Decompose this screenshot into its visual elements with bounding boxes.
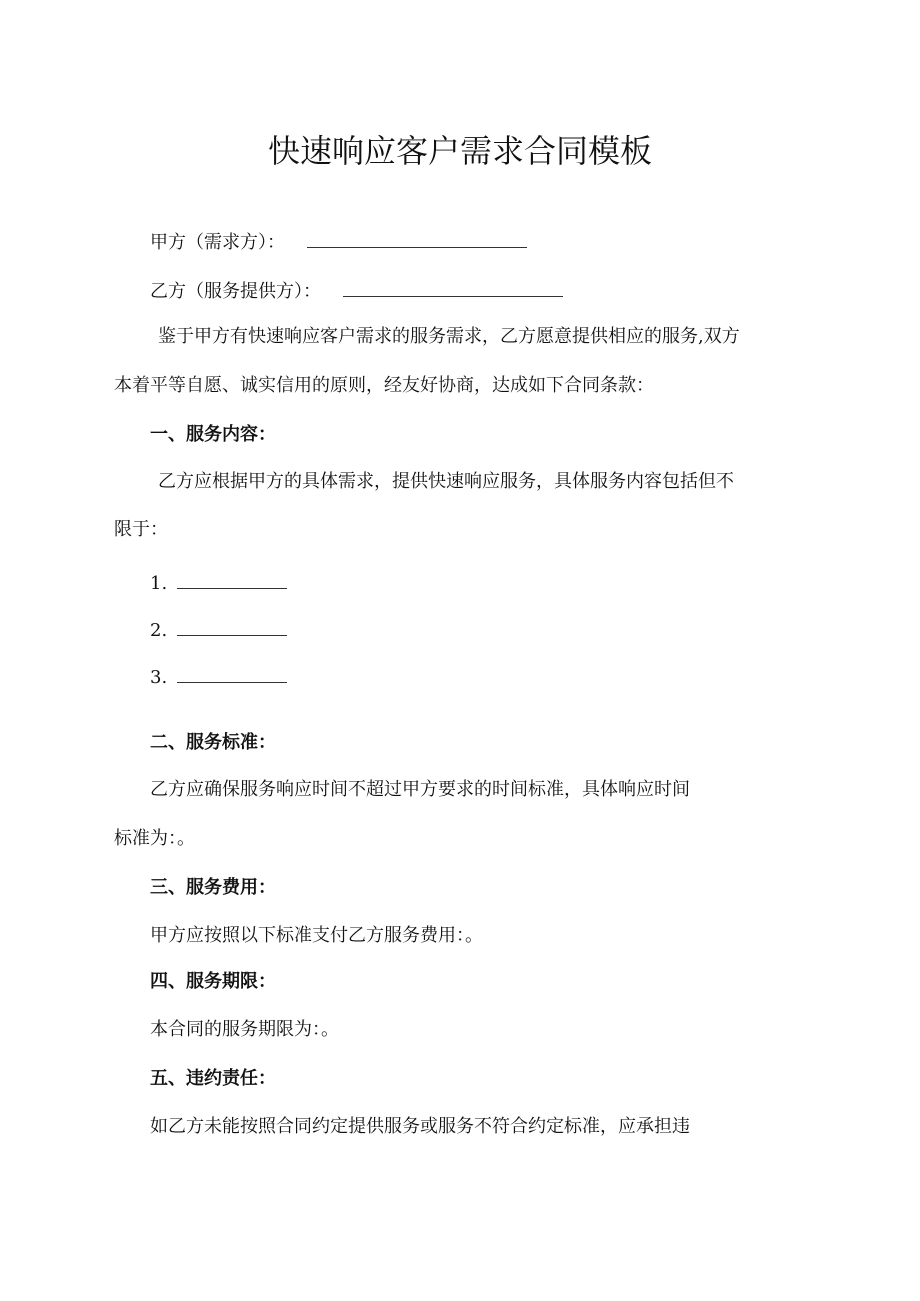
list-item xyxy=(150,570,287,596)
section-heading-service-standard: 二、服务标准： xyxy=(150,732,276,753)
list-item xyxy=(150,664,287,690)
section-3-line-1: 甲方应按照以下标准支付乙方服务费用：。 xyxy=(150,925,483,946)
intro-line-1: 鉴于甲方有快速响应客户需求的服务需求，乙方愿意提供相应的服务,双方 xyxy=(158,326,740,347)
section-heading-service-fee: 三、服务费用： xyxy=(150,877,276,898)
party-b-blank[interactable] xyxy=(343,278,563,297)
section-5-line-1: 如乙方未能按照合同约定提供服务或服务不符合约定标准，应承担违 xyxy=(150,1116,690,1137)
party-a-line xyxy=(150,229,527,255)
party-b-label: 乙方（服务提供方）： xyxy=(150,281,321,302)
list-item-number: 1. xyxy=(150,573,168,594)
list-item-blank[interactable] xyxy=(177,617,287,636)
list-item-number: 3. xyxy=(150,667,168,688)
section-heading-service-content: 一、服务内容： xyxy=(150,424,276,445)
list-item-blank[interactable] xyxy=(177,570,287,589)
party-a-label: 甲方（需求方）： xyxy=(150,232,285,253)
section-2-line-1: 乙方应确保服务响应时间不超过甲方要求的时间标准，具体响应时间 xyxy=(150,779,690,800)
intro-line-2: 本着平等自愿、诚实信用的原则，经友好协商，达成如下合同条款： xyxy=(114,375,654,396)
party-b-line xyxy=(150,278,563,304)
section-heading-service-term: 四、服务期限： xyxy=(150,971,276,992)
section-2-line-2: 标准为：。 xyxy=(114,828,195,849)
list-item-number: 2. xyxy=(150,620,168,641)
section-1-line-2: 限于： xyxy=(114,519,168,540)
list-item-blank[interactable] xyxy=(177,664,287,683)
document-title: 快速响应客户需求合同模板 xyxy=(267,132,652,170)
party-a-blank[interactable] xyxy=(307,229,527,248)
section-4-line-1: 本合同的服务期限为：。 xyxy=(150,1019,339,1040)
section-heading-liability: 五、违约责任： xyxy=(150,1068,276,1089)
section-1-line-1: 乙方应根据甲方的具体需求，提供快速响应服务，具体服务内容包括但不 xyxy=(158,471,734,492)
list-item xyxy=(150,617,287,643)
